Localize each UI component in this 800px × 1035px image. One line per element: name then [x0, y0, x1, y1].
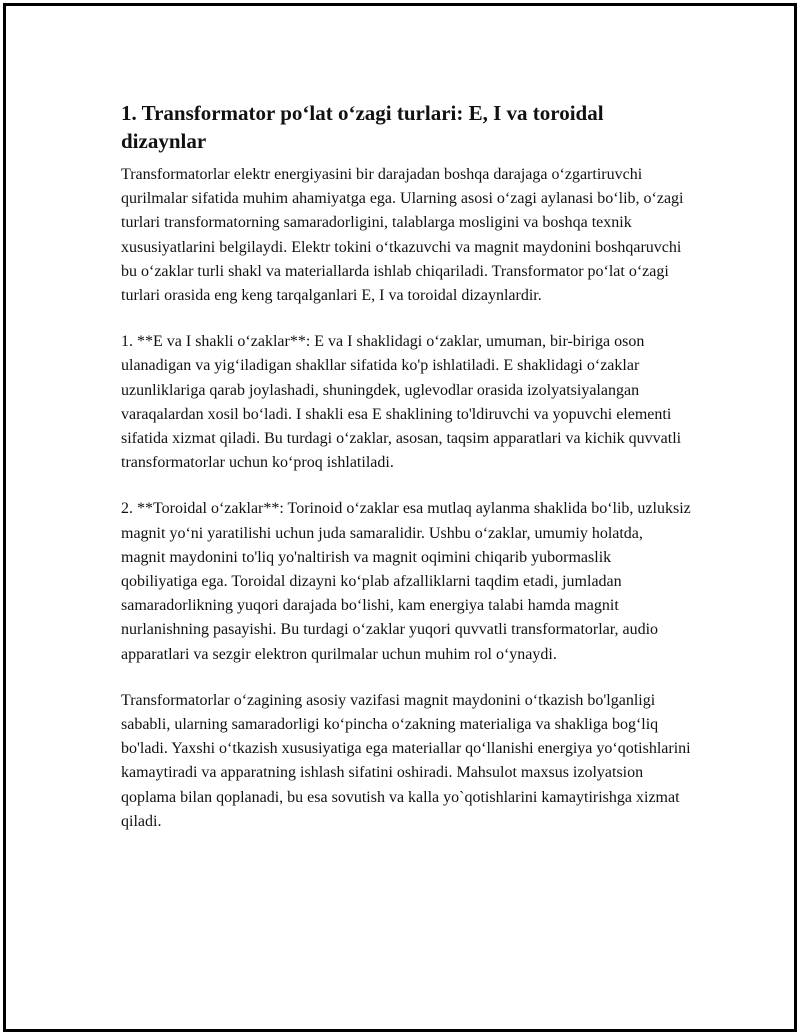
document-title: 1. Transformator po‘lat o‘zagi turlari: E, I va toroidal dizaynlar [121, 101, 604, 153]
paragraph-intro: Transformatorlar elektr energiyasini bir darajadan boshqa darajaga o‘zgartiruvchi qurilmalar sifatida muhim ahamiyatga ega. Ularning asosi o‘zagi aylanasi bo‘lib, o‘zagi turlari transformatorning samaradorligini, talablarga mosligini va boshqa texnik xususiyatlarini belgilaydi. Elektr tokini o‘tkazuvchi va magnit maydonini boshqaruvchi bu o‘zaklar turli shakl va materiallarda ishlab chiqariladi. Transformator po‘lat o‘zagi turlari orasida eng keng tarqalganlari E, I va toroidal dizaynlardir. [121, 166, 684, 305]
paragraph-conclusion: Transformatorlar o‘zagining asosiy vazifasi magnit maydonini o‘tkazish bo'lganligi sababli, ularning samaradorligi ko‘pincha o‘zakning materialiga va shakliga bog‘liq bo'ladi. Yaxshi o‘tkazish xususiyatiga ega materiallar qo‘llanishi energiya yo‘qotishlarini kamaytiradi va apparatning ishlash sifatini oshiradi. Mahsulot maxsus izolyatsion qoplama bilan qoplanadi, bu esa sovutish va kalla yo`qotishlarini kamaytirishga xizmat qiladi. [121, 691, 691, 830]
document-body [121, 99, 691, 856]
paragraph-e-i-cores: 1. **E va I shakli o‘zaklar**: E va I shaklidagi o‘zaklar, umuman, bir-biriga oson ulanadigan va yig‘iladigan shakllar sifatida ko'p ishlatiladi. E shaklidagi o‘zaklar uzunliklariga qarab joylashadi, shuningdek, uglevodlar orasida izolyatsiyalangan varaqalardan xosil bo‘ladi. I shakli esa E shaklining to'ldiruvchi va yopuvchi elementi sifatida xizmat qiladi. Bu turdagi o‘zaklar, asosan, taqsim apparatlari va kichik quvvatli transformatorlar uchun ko‘proq ishlatiladi. [121, 333, 682, 472]
paragraph-toroidal-cores: 2. **Toroidal o‘zaklar**: Torinoid o‘zaklar esa mutlaq aylanma shaklida bo‘lib, uzluksiz magnit yo‘ni yaratilishi uchun juda samaralidir. Ushbu o‘zaklar, umumiy holatda, magnit maydonini to'liq yo'naltirish va magnit oqimini chiqarib yubormaslik qobiliyatiga ega. Toroidal dizayni ko‘plab afzalliklarni taqdim etadi, jumladan samaradorlikning yuqori darajada bo‘lishi, kam energiya talabi hamda magnit nurlanishning pasayishi. Bu turdagi o‘zaklar yuqori quvvatli transformatorlar, audio apparatlari va sezgir elektron qurilmalar uchun muhim rol o‘ynaydi. [121, 500, 691, 663]
page-frame [3, 3, 797, 1032]
